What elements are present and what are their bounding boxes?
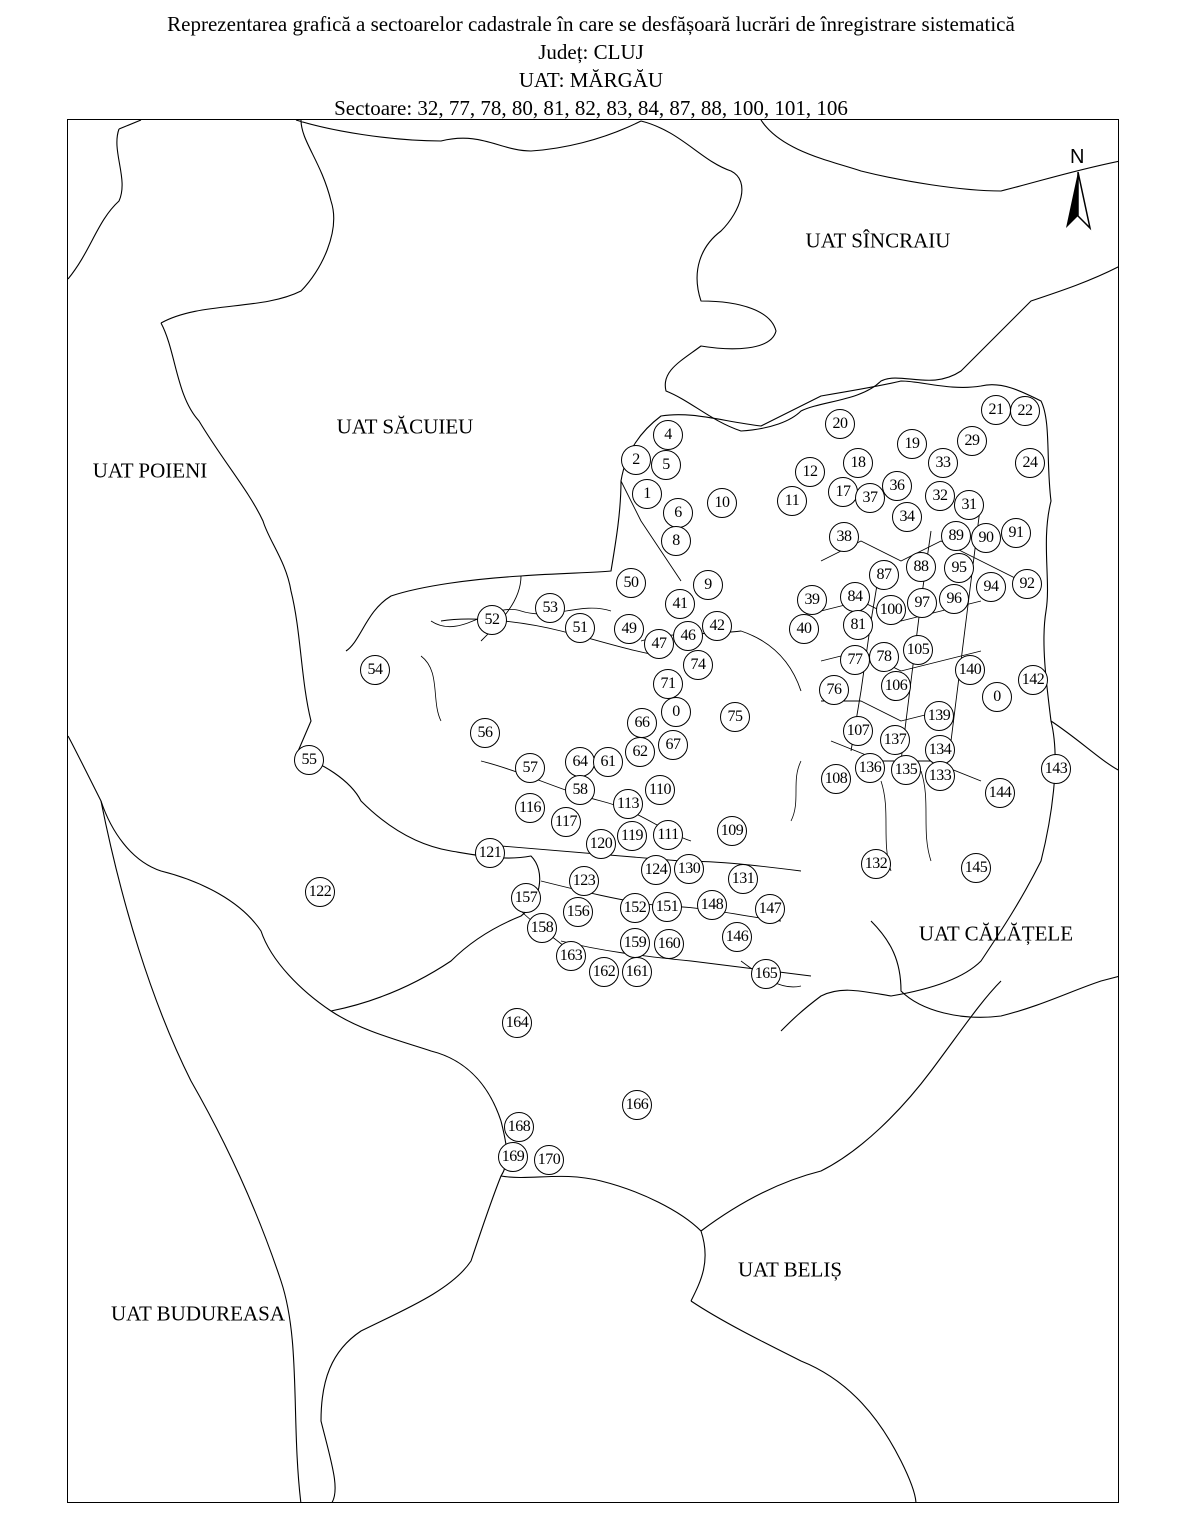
- sector-marker: 62: [625, 737, 655, 767]
- sector-marker: 162: [589, 957, 619, 987]
- sector-marker: 84: [840, 582, 870, 612]
- sector-marker: 52: [477, 605, 507, 635]
- sector-marker: 58: [565, 775, 595, 805]
- sector-marker: 113: [613, 789, 643, 819]
- sector-marker: 100: [876, 595, 906, 625]
- sector-marker: 46: [673, 621, 703, 651]
- sector-marker: 139: [924, 701, 954, 731]
- sector-marker: 31: [954, 490, 984, 520]
- sector-marker: 81: [843, 610, 873, 640]
- sector-marker: 107: [843, 716, 873, 746]
- sector-marker: 130: [674, 854, 704, 884]
- sector-marker: 42: [702, 611, 732, 641]
- sector-marker: 87: [869, 560, 899, 590]
- sector-marker: 166: [622, 1090, 652, 1120]
- sector-marker: 71: [653, 669, 683, 699]
- sector-marker: 169: [498, 1142, 528, 1172]
- sector-marker: 96: [939, 584, 969, 614]
- sector-marker: 143: [1041, 754, 1071, 784]
- sector-marker: 94: [976, 572, 1006, 602]
- sector-marker: 151: [652, 892, 682, 922]
- boundary-sincraiu: [641, 120, 1119, 431]
- sector-marker: 111: [653, 820, 683, 850]
- sector-marker: 170: [534, 1145, 564, 1175]
- sector-marker: 78: [869, 642, 899, 672]
- neighbor-label: UAT SÎNCRAIU: [805, 228, 951, 253]
- neighbor-label: UAT POIENI: [92, 458, 208, 483]
- sector-marker: 36: [882, 471, 912, 501]
- sector-marker: 9: [693, 570, 723, 600]
- sector-marker: 77: [840, 645, 870, 675]
- sector-marker: 20: [825, 409, 855, 439]
- sector-marker: 91: [1001, 518, 1031, 548]
- sector-marker: 54: [360, 655, 390, 685]
- sector-marker: 160: [654, 929, 684, 959]
- boundary-budureasa: [101, 801, 301, 1503]
- sector-marker: 19: [897, 429, 927, 459]
- sector-marker: 10: [707, 488, 737, 518]
- sector-marker: 89: [941, 521, 971, 551]
- sector-marker: 4: [653, 420, 683, 450]
- sector-marker: 90: [971, 523, 1001, 553]
- neighbor-label: UAT CĂLĂȚELE: [918, 921, 1074, 946]
- sector-marker: 53: [535, 593, 565, 623]
- sector-marker: 146: [722, 922, 752, 952]
- neighbor-label: UAT SĂCUIEU: [336, 414, 474, 439]
- sector-marker: 156: [563, 897, 593, 927]
- sector-marker: 66: [627, 708, 657, 738]
- sector-marker: 152: [620, 893, 650, 923]
- sector-marker: 116: [515, 793, 545, 823]
- sector-marker: 21: [981, 395, 1011, 425]
- boundary-sacuieu-north: [119, 120, 641, 323]
- sector-marker: 55: [294, 745, 324, 775]
- sector-marker: 39: [797, 585, 827, 615]
- sector-marker: 163: [556, 941, 586, 971]
- sector-marker: 123: [569, 866, 599, 896]
- sector-marker: 74: [683, 650, 713, 680]
- sectors-line: Sectoare: 32, 77, 78, 80, 81, 82, 83, 84, 87, 88, 100, 101, 106: [334, 96, 848, 120]
- sector-marker: 121: [475, 838, 505, 868]
- sector-marker: 157: [511, 883, 541, 913]
- sector-marker: 124: [641, 855, 671, 885]
- map-boundaries: [68, 120, 1119, 1503]
- sector-marker: 0: [982, 682, 1012, 712]
- sector-marker: 136: [855, 753, 885, 783]
- sector-marker: 17: [828, 477, 858, 507]
- sector-marker: 2: [621, 445, 651, 475]
- sector-marker: 8: [661, 526, 691, 556]
- sector-marker: 24: [1015, 448, 1045, 478]
- boundary-poieni: [68, 129, 311, 756]
- boundary-belis: [691, 981, 1001, 1503]
- sector-marker: 108: [821, 764, 851, 794]
- sector-marker: 92: [1012, 569, 1042, 599]
- sector-marker: 41: [665, 589, 695, 619]
- sector-marker: 34: [892, 502, 922, 532]
- sector-marker: 61: [593, 747, 623, 777]
- sector-marker: 32: [925, 481, 955, 511]
- sector-marker: 22: [1010, 396, 1040, 426]
- sector-marker: 158: [527, 913, 557, 943]
- sector-marker: 131: [728, 864, 758, 894]
- neighbor-label: UAT BUDUREASA: [110, 1301, 286, 1326]
- sector-marker: 105: [903, 635, 933, 665]
- sector-marker: 38: [829, 522, 859, 552]
- neighbor-label: UAT BELIȘ: [737, 1257, 843, 1282]
- sector-marker: 1: [632, 479, 662, 509]
- sector-marker: 12: [795, 457, 825, 487]
- sector-marker: 18: [843, 448, 873, 478]
- map-frame: [67, 119, 1119, 1503]
- sector-marker: 110: [645, 775, 675, 805]
- north-arrow-icon: [1058, 168, 1098, 238]
- sector-marker: 120: [586, 829, 616, 859]
- sector-marker: 97: [907, 588, 937, 618]
- uat-line: UAT: MĂRGĂU: [518, 68, 664, 92]
- boundary-southwest: [68, 736, 540, 1011]
- sector-marker: 119: [617, 821, 647, 851]
- sector-marker: 88: [906, 552, 936, 582]
- sector-marker: 106: [881, 671, 911, 701]
- sector-marker: 164: [502, 1008, 532, 1038]
- sector-marker: 67: [658, 730, 688, 760]
- sector-marker: 95: [944, 553, 974, 583]
- sector-marker: 133: [925, 761, 955, 791]
- sector-marker: 159: [620, 928, 650, 958]
- sector-marker: 11: [777, 486, 807, 516]
- sector-marker: 75: [720, 702, 750, 732]
- sector-marker: 5: [651, 450, 681, 480]
- sector-marker: 0: [661, 697, 691, 727]
- sector-marker: 47: [644, 629, 674, 659]
- sector-marker: 132: [861, 849, 891, 879]
- sector-marker: 51: [565, 613, 595, 643]
- sector-marker: 140: [955, 655, 985, 685]
- county-line: Județ: CLUJ: [538, 40, 644, 64]
- sector-marker: 109: [717, 816, 747, 846]
- north-arrow-label: N: [1070, 146, 1085, 168]
- sector-marker: 49: [614, 614, 644, 644]
- map-title-block: [0, 10, 1182, 122]
- sector-marker: 142: [1018, 665, 1048, 695]
- sector-marker: 137: [880, 725, 910, 755]
- sector-marker: 76: [819, 675, 849, 705]
- sector-marker: 147: [755, 894, 785, 924]
- sector-marker: 134: [925, 735, 955, 765]
- sector-marker: 57: [515, 753, 545, 783]
- sector-marker: 145: [961, 853, 991, 883]
- sector-marker: 64: [565, 747, 595, 777]
- sector-marker: 117: [551, 807, 581, 837]
- sector-marker: 33: [928, 448, 958, 478]
- sector-marker: 148: [697, 890, 727, 920]
- map-title: Reprezentarea grafică a sectoarelor cadastrale în care se desfășoară lucrări de înregistrare sistematică: [167, 12, 1015, 36]
- sector-marker: 122: [305, 877, 335, 907]
- sector-marker: 144: [985, 778, 1015, 808]
- sector-marker: 29: [957, 426, 987, 456]
- sector-marker: 37: [855, 483, 885, 513]
- sector-marker: 168: [504, 1112, 534, 1142]
- boundary-south: [321, 1011, 705, 1503]
- sector-marker: 161: [622, 957, 652, 987]
- sector-marker: 6: [663, 498, 693, 528]
- sector-marker: 165: [751, 959, 781, 989]
- sector-marker: 135: [891, 755, 921, 785]
- sector-marker: 50: [616, 568, 646, 598]
- sector-marker: 40: [789, 614, 819, 644]
- sector-marker: 56: [470, 718, 500, 748]
